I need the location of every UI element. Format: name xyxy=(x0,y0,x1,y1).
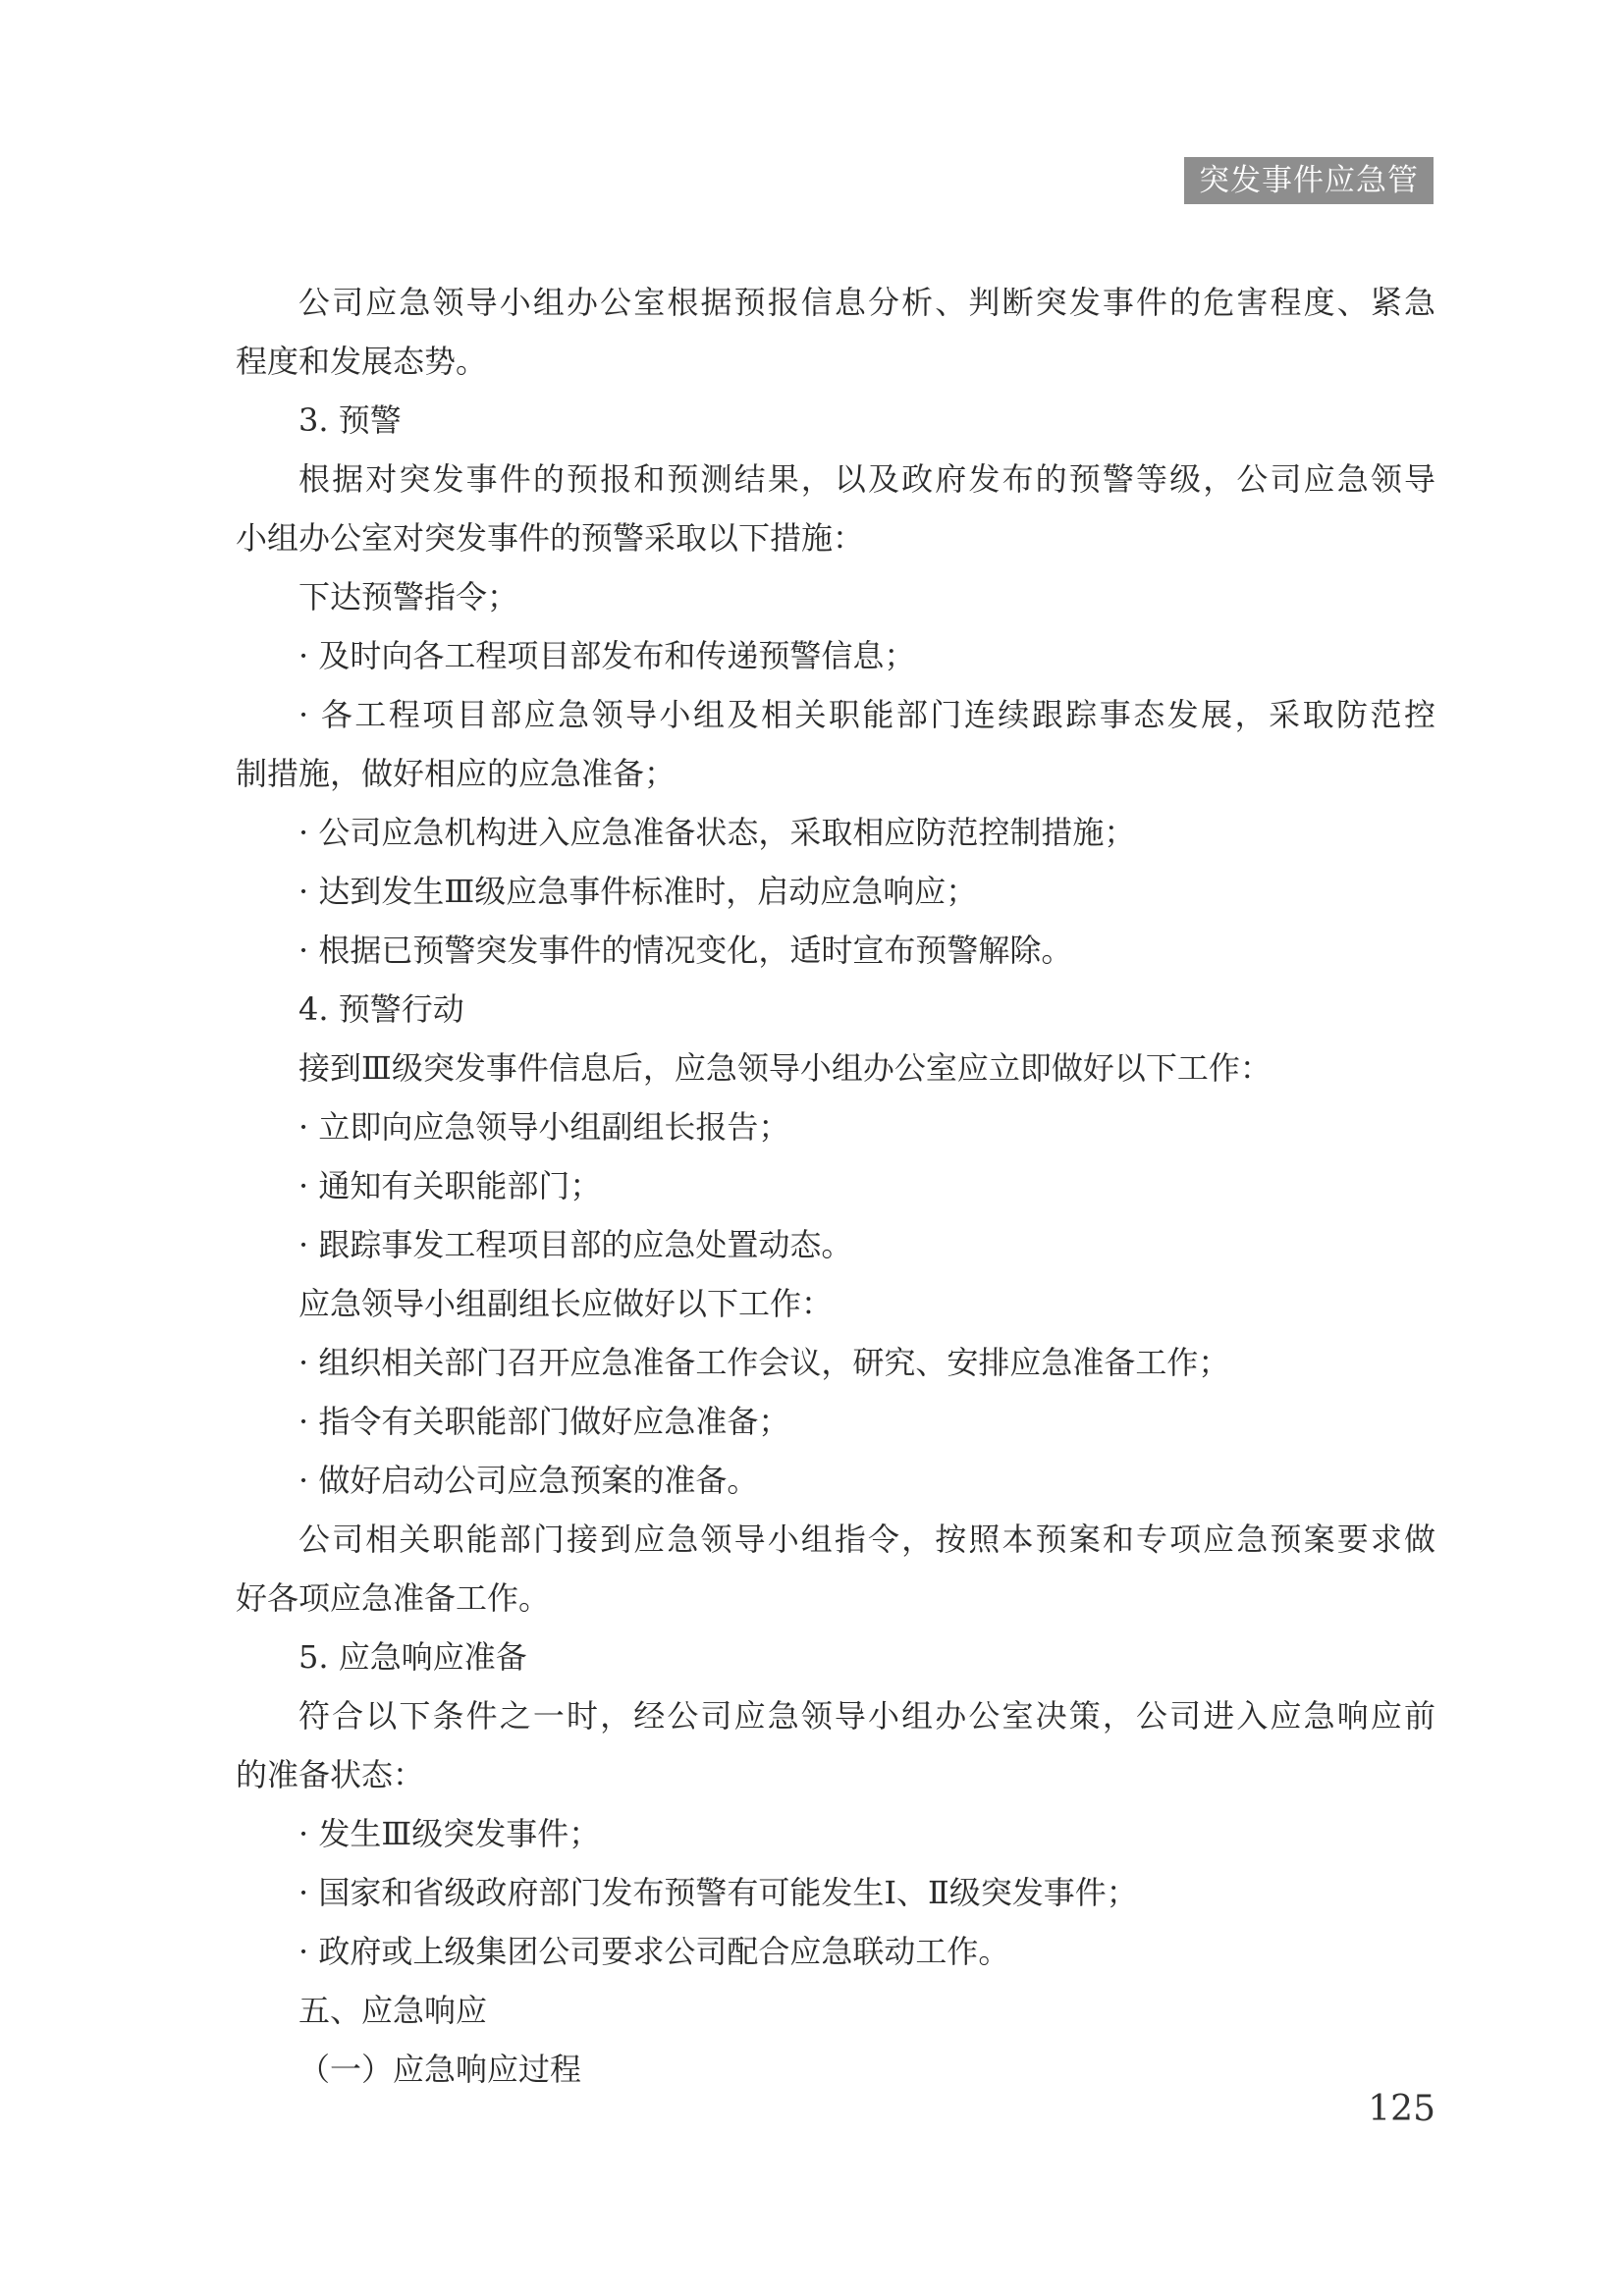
text-line: · 各工程项目部应急领导小组及相关职能部门连续跟踪事态发展，采取防范控 xyxy=(298,696,1435,733)
text-line: 符合以下条件之一时，经公司应急领导小组办公室决策，公司进入应急响应前 xyxy=(298,1697,1435,1735)
text-line: · 组织相关部门召开应急准备工作会议，研究、安排应急准备工作； xyxy=(298,1344,1230,1381)
text-line: · 国家和省级政府部门发布预警有可能发生Ⅰ、Ⅱ级突发事件； xyxy=(298,1874,1138,1911)
text-line: · 公司应急机构进入应急准备状态，采取相应防范控制措施； xyxy=(298,814,1136,851)
body-text xyxy=(236,273,1435,2099)
text-line: 5. 应急响应准备 xyxy=(298,1638,527,1676)
text-line: · 达到发生Ⅲ级应急事件标准时，启动应急响应； xyxy=(298,873,978,910)
text-line: · 指令有关职能部门做好应急准备； xyxy=(298,1403,790,1440)
text-line: · 通知有关职能部门； xyxy=(298,1167,602,1204)
text-line: 应急领导小组副组长应做好以下工作： xyxy=(298,1285,834,1322)
text-line: 4. 预警行动 xyxy=(298,990,464,1028)
text-line: 公司相关职能部门接到应急领导小组指令，按照本预案和专项应急预案要求做 xyxy=(298,1521,1435,1558)
text-line: 3. 预警 xyxy=(298,401,402,439)
page-number: 125 xyxy=(1368,2089,1435,2129)
text-line: 的准备状态： xyxy=(236,1756,425,1793)
text-line: · 根据已预警突发事件的情况变化，适时宣布预警解除。 xyxy=(298,932,1073,969)
text-line: 小组办公室对突发事件的预警采取以下措施： xyxy=(236,519,865,557)
text-line: 制措施，做好相应的应急准备； xyxy=(236,755,677,792)
text-line: · 发生Ⅲ级突发事件； xyxy=(298,1815,601,1852)
section-header-tag: 突发事件应急管理 xyxy=(1184,157,1434,204)
text-line: 接到Ⅲ级突发事件信息后，应急领导小组办公室应立即做好以下工作： xyxy=(298,1049,1272,1087)
text-line: 好各项应急准备工作。 xyxy=(236,1579,551,1617)
text-line: · 政府或上级集团公司要求公司配合应急联动工作。 xyxy=(298,1933,1010,1970)
text-line: 公司应急领导小组办公室根据预报信息分析、判断突发事件的危害程度、紧急 xyxy=(298,284,1435,321)
text-line: · 立即向应急领导小组副组长报告； xyxy=(298,1108,790,1146)
text-line: 五、应急响应 xyxy=(298,1992,488,2029)
text-line: 根据对突发事件的预报和预测结果，以及政府发布的预警等级，公司应急领导 xyxy=(298,460,1435,498)
text-line: （一）应急响应过程 xyxy=(298,2051,582,2088)
text-line: 程度和发展态势。 xyxy=(236,343,488,380)
text-line: · 及时向各工程项目部发布和传递预警信息； xyxy=(298,637,916,674)
text-line: · 跟踪事发工程项目部的应急处置动态。 xyxy=(298,1226,853,1263)
text-line: · 做好启动公司应急预案的准备。 xyxy=(298,1462,759,1499)
text-line: 下达预警指令； xyxy=(298,578,519,615)
